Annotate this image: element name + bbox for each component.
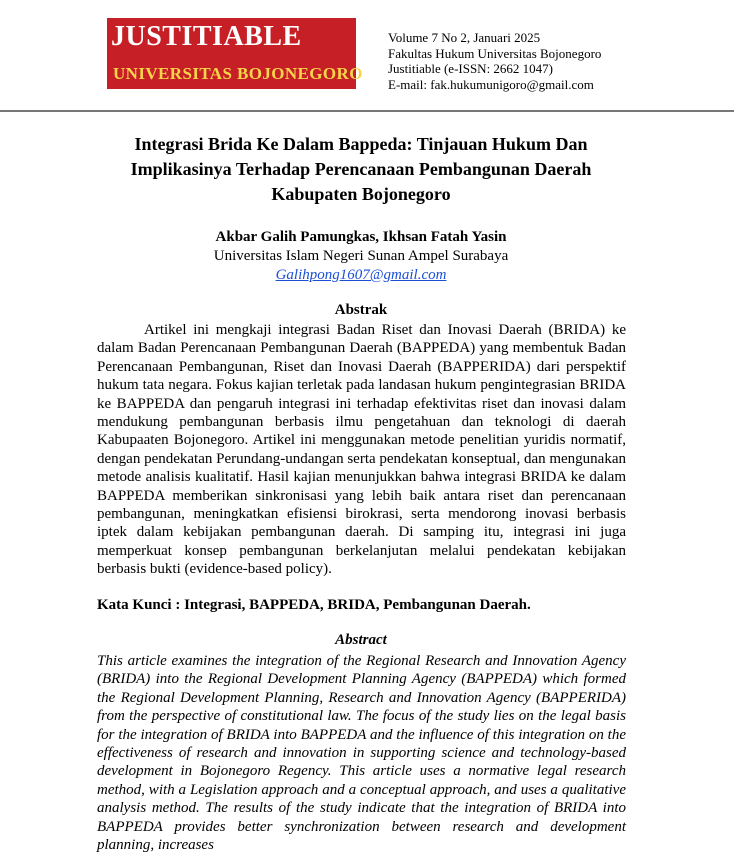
journal-email: E-mail: fak.hukumunigoro@gmail.com [388, 76, 594, 92]
journal-logo [107, 18, 363, 89]
abstrak-heading: Abstrak [334, 302, 388, 318]
journal-issn: Justitiable (e-ISSN: 2662 1047) [388, 61, 554, 76]
abstract-body: This article examines the integration of the Regional Research and Innovation Agency (BRIDA) into the Regional Development Planning Agency (BAPPEDA) which formed the Regional Development Planning, Research and Innovation Agency (BAPPERIDA) from the perspective of constitutional law. The focus of the study lies on the legal basis for the integration of BRIDA into BAPPEDA and the influence of this integration on the effectiveness of research and innovation in supporting science and technology-based development in Bojonegoro Regency. This article uses a normative legal research method, with a Legislation approach and a conceptual approach, and uses a qualitative analysis method. The results of the study indicate that the integration of BRIDA into BAPPEDA provides better synchronization between research and development planning, increases [97, 653, 626, 854]
author-affiliation: Universitas Islam Negeri Sunan Ampel Surabaya [213, 248, 509, 264]
header-divider [0, 110, 734, 112]
journal-faculty: Fakultas Hukum Universitas Bojonegoro [388, 45, 602, 61]
logo-subtitle: UNIVERSITAS BOJONEGORO [113, 64, 363, 83]
author-names: Akbar Galih Pamungkas, Ikhsan Fatah Yasin [215, 229, 507, 245]
author-block [0, 228, 722, 285]
journal-info [388, 30, 601, 92]
author-email-link[interactable]: Galihpong1607@gmail.com [275, 267, 447, 283]
abstrak-body: Artikel ini mengkaji integrasi Badan Riset dan Inovasi Daerah (BRIDA) ke dalam Badan Perencanaan Pembangunan Daerah (BAPPEDA) yang membentuk Badan Perencanaan Pembangunan, Riset dan Inovasi Daerah (BAPPERIDA) dari perspektif hukum tata negara. Fokus kajian terletak pada landasan hukum pengintegrasian BRIDA ke BAPPEDA dan pengaruh integrasi ini terhadap efektivitas riset dan inovasi dalam mendukung pembangunan berbasis ilmu pengetahuan dan teknologi di daerah Kabupaaten Bojonegoro. Artikel ini menggunakan metode penelitian yuridis normatif, dengan pendekatan Perundang-undangan serta pendekatan konseptual, dan mengunakan metode analisis kualitatif. Hasil kajian menunjukkan bahwa integrasi BRIDA ke dalam BAPPEDA memberikan sinkronisasi yang lebih baik antara riset dan perencanaan pembangunan, meningkatkan efisiensi birokrasi, serta mendorong inovasi berbasis iptek dalam kebijakan pembangunan daerah. Di samping itu, integrasi ini juga memperkuat konsep pembangunan berkelanjutan melalui pendekatan kebijakan berbasis bukti (evidence-based policy). [97, 322, 626, 578]
abstract-heading: Abstract [335, 632, 387, 648]
keywords: Kata Kunci : Integrasi, BAPPEDA, BRIDA, Pembangunan Daerah. [97, 597, 531, 613]
journal-volume: Volume 7 No 2, Januari 2025 [388, 30, 541, 45]
logo-title: JUSTITIABLE [111, 21, 302, 52]
paper-title: Integrasi Brida Ke Dalam Bappeda: Tinjauan Hukum Dan Implikasinya Terhadap Perencanaan Pembangunan Daerah Kabupaten Bojonegoro [130, 134, 592, 204]
